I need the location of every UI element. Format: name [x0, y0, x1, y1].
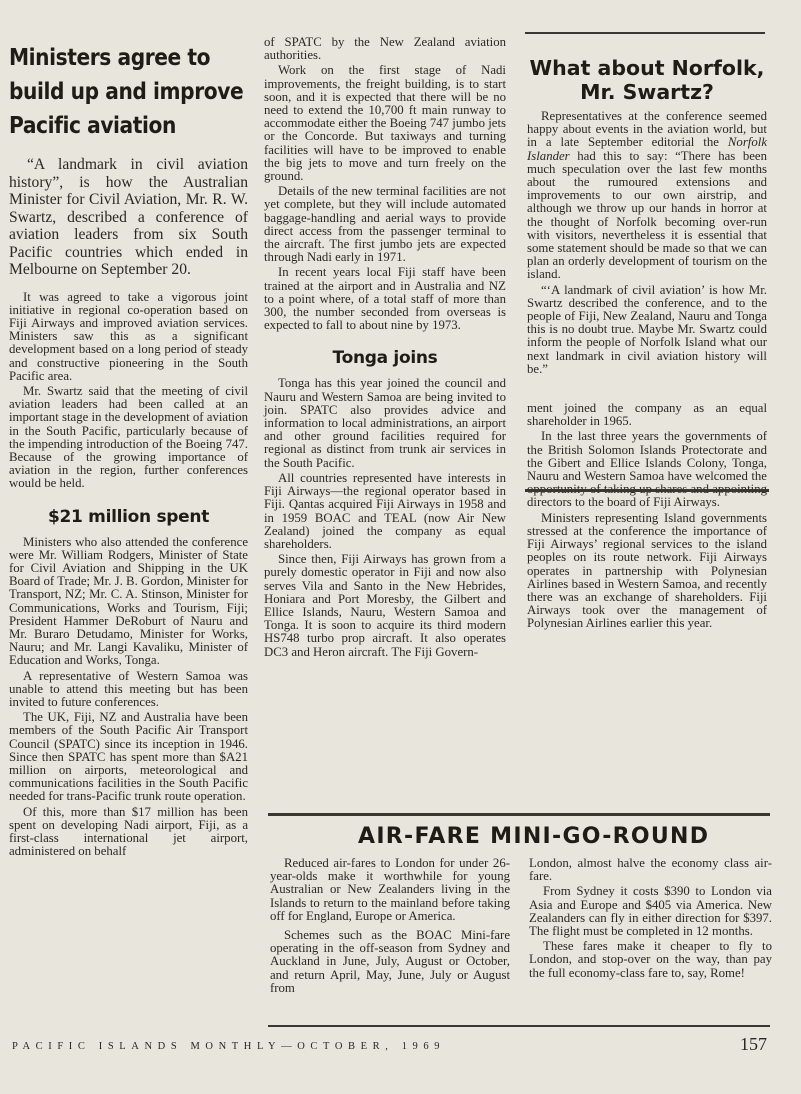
body-paragraph: A representative of Western Samoa was unable to attend this meeting but has been invited to future conferences. — [9, 668, 248, 709]
subheading-21-million: $21 million spent — [47, 506, 210, 527]
lead-paragraph: “A landmark in civil aviation history”, is how the Australian Minister for Civil Aviation, Mr. R. W. Swartz, described a conference of aviation leaders from six South Pacific countries which ended in Melbourne on September 20. — [9, 156, 248, 278]
body-paragraph: Since then, Fiji Airways has grown from a purely domestic operator in Fiji and now also serves Vila and Santo in the New Hebrides, Honiara and Port Moresby, the Gilbert and Ellice Islands, Nauru, Western Samoa and Tonga. It is soon to acquire its third modern HS748 turbo prop aircraft. It also operates DC3 and Heron aircraft. The Fiji Govern- — [264, 552, 506, 659]
norfolk-headline: What about Norfolk, Mr. Swartz? — [529, 56, 765, 104]
airfare-headline: AIR-FARE MINI-GO-ROUND — [358, 824, 710, 849]
airfare-paragraph: Reduced air-fares to London for under 26-year-olds make it worthwhile for young Australian or New Zealanders living in the Islands to return to the mainland before taking off for England, Europe or America. — [270, 856, 510, 923]
airfare-column-2 — [529, 857, 772, 1017]
divider-rule — [268, 813, 770, 816]
body-paragraph: Ministers representing Island governments stressed at the conference the importance of Fiji Airways’ regional services to the island peoples on its route network. Fiji Airways operates in partnership with Polynesian Airlines based in Western Samoa, and recently there was an exchange of shareholders. Fiji Airways took over the management of Polynesian Airlines earlier this year. — [527, 510, 767, 631]
body-paragraph: Work on the first stage of Nadi improvements, the freight building, is to start soon, and it is expected that there will be no need to extend the 10,700 ft main runway to accommodate either the Boeing 747 jumbo jets or the Concorde. But taxiways and turning facilities will have to be improved to enable the big jets to move and turn freely on the ground. — [264, 63, 506, 184]
body-paragraph: Mr. Swartz said that the meeting of civil aviation leaders had been called at an important stage in the development of aviation in the South Pacific, particularly because of the impending introduction of the Boeing 747. Because of the growing importance of aviation in the region, further conferences would be held. — [9, 383, 248, 491]
publication-footer: PACIFIC ISLANDS MONTHLY—OCTOBER, 1969 — [12, 1041, 446, 1052]
body-paragraph: It was agreed to take a vigorous joint initiative in regional co-operation based on Fiji Airways and improved aviation services. Ministers saw this as a significant development based on a long period of steady and constructive pioneering in the South Pacific area. — [9, 289, 248, 383]
body-paragraph: All countries represented have interests in Fiji Airways—the regional operator based in Fiji. Qantas acquired Fiji Airways in 1958 and in 1959 BOAC and TEAL (now Air New Zealand) joined the company as equal shareholders. — [264, 470, 506, 551]
subheading-tonga-joins: Tonga joins — [332, 348, 438, 369]
airfare-paragraph: From Sydney it costs $390 to London via Asia and Europe and $405 via America. New Zealanders can fly in either direction for $397. The flight must be completed in 12 months. — [529, 884, 772, 939]
newspaper-title: Norfolk Islander — [527, 135, 767, 163]
body-paragraph: The UK, Fiji, NZ and Australia have been members of the South Pacific Air Transport Council (SPATC) since its inception in 1946. Since then SPATC has spent more than $A21 million on airports, meteorological and communications facilities in the South Pacific needed for trans-Pacific trunk route operation. — [9, 710, 248, 804]
divider-rule — [268, 1025, 770, 1027]
article-column-1 — [9, 36, 248, 1026]
article-column-2 — [264, 36, 506, 802]
article-column-3 — [527, 30, 767, 800]
body-paragraph: In recent years local Fiji staff have been trained at the airport and in Australia and NZ to a point where, of a total staff of more than 300, the number seconded from overseas is expected to fall to about nine by 1973. — [264, 265, 506, 333]
norfolk-paragraph: Representatives at the conference seemed happy about events in the aviation world, but in a late September editorial the Norfolk Islander had this to say: “There has been much speculation over the last few months about the rumoured extensions and improvements to our own airstrip, and although we throw up our hands in horror at the thought of Norfolk becoming over-run with visitors, nevertheless it is essential that some statement should be made so that we can plan an orderly development of tourism on the island. — [527, 109, 767, 282]
body-paragraph: Ministers who also attended the conference were Mr. William Rodgers, Minister of State for Civil Aviation and Shipping in the UK Board of Trade; Mr. J. B. Gordon, Minister for Transport, NZ; Mr. C. A. Stinson, Minister for Communications, Works and Tourism, Fiji; President Hammer DeRoburt of Nauru and Mr. Buraro Detudamo, Minister for Works, Nauru; and Mr. Langi Kavaliku, Minister of Education and Works, Tonga. — [9, 534, 248, 668]
page-number: 157 — [740, 1034, 767, 1054]
body-paragraph: Of this, more than $17 million has been spent on developing Nadi airport, Fiji, as a first-class international jet airport, administered on behalf — [9, 804, 248, 859]
airfare-paragraph: Schemes such as the BOAC Mini-fare operating in the off-season from Sydney and Auckland in June, July, August or October, and return April, May, June, July or August from — [270, 928, 510, 995]
body-paragraph: ment joined the company as an equal shareholder in 1965. — [527, 401, 767, 429]
body-paragraph: Details of the new terminal facilities are not yet complete, but they will include automated baggage-handling and aerial ways to provide direct access from the passenger terminal to the aircraft. The first jumbo jets are expected through Nadi early in 1971. — [264, 184, 506, 265]
body-paragraph: Tonga has this year joined the council and Nauru and Western Samoa are being invited to join. SPATC also provides advice and information to local administrations, an airport and other ground facilities required for regional as distinct from trunk air services in the South Pacific. — [264, 376, 506, 470]
airfare-paragraph: These fares make it cheaper to fly to London, and stop-over on the way, than pay the full economy-class fare to, say, Rome! — [529, 939, 772, 980]
body-paragraph: of SPATC by the New Zealand aviation authorities. — [264, 35, 506, 63]
norfolk-paragraph: “‘A landmark of civil aviation’ is how Mr. Swartz described the conference, and to the people of Fiji, New Zealand, Nauru and Tonga this is no doubt true. Maybe Mr. Swartz could inform the people of Norfolk Island what our next landmark in civil aviation history will be.” — [527, 282, 767, 376]
divider-rule — [525, 489, 769, 492]
main-headline: Ministers agree to build up and improve Pacific aviation — [9, 43, 244, 139]
body-paragraph: In the last three years the governments of the British Solomon Islands Protectorate and the Gibert and Ellice Islands Colony, Tonga, Nauru and Western Samoa have welcomed the directors to the board of Fiji Airways. — [527, 429, 767, 510]
airfare-column-1 — [270, 857, 510, 1017]
airfare-paragraph: London, almost halve the economy class air-fare. — [529, 856, 772, 884]
